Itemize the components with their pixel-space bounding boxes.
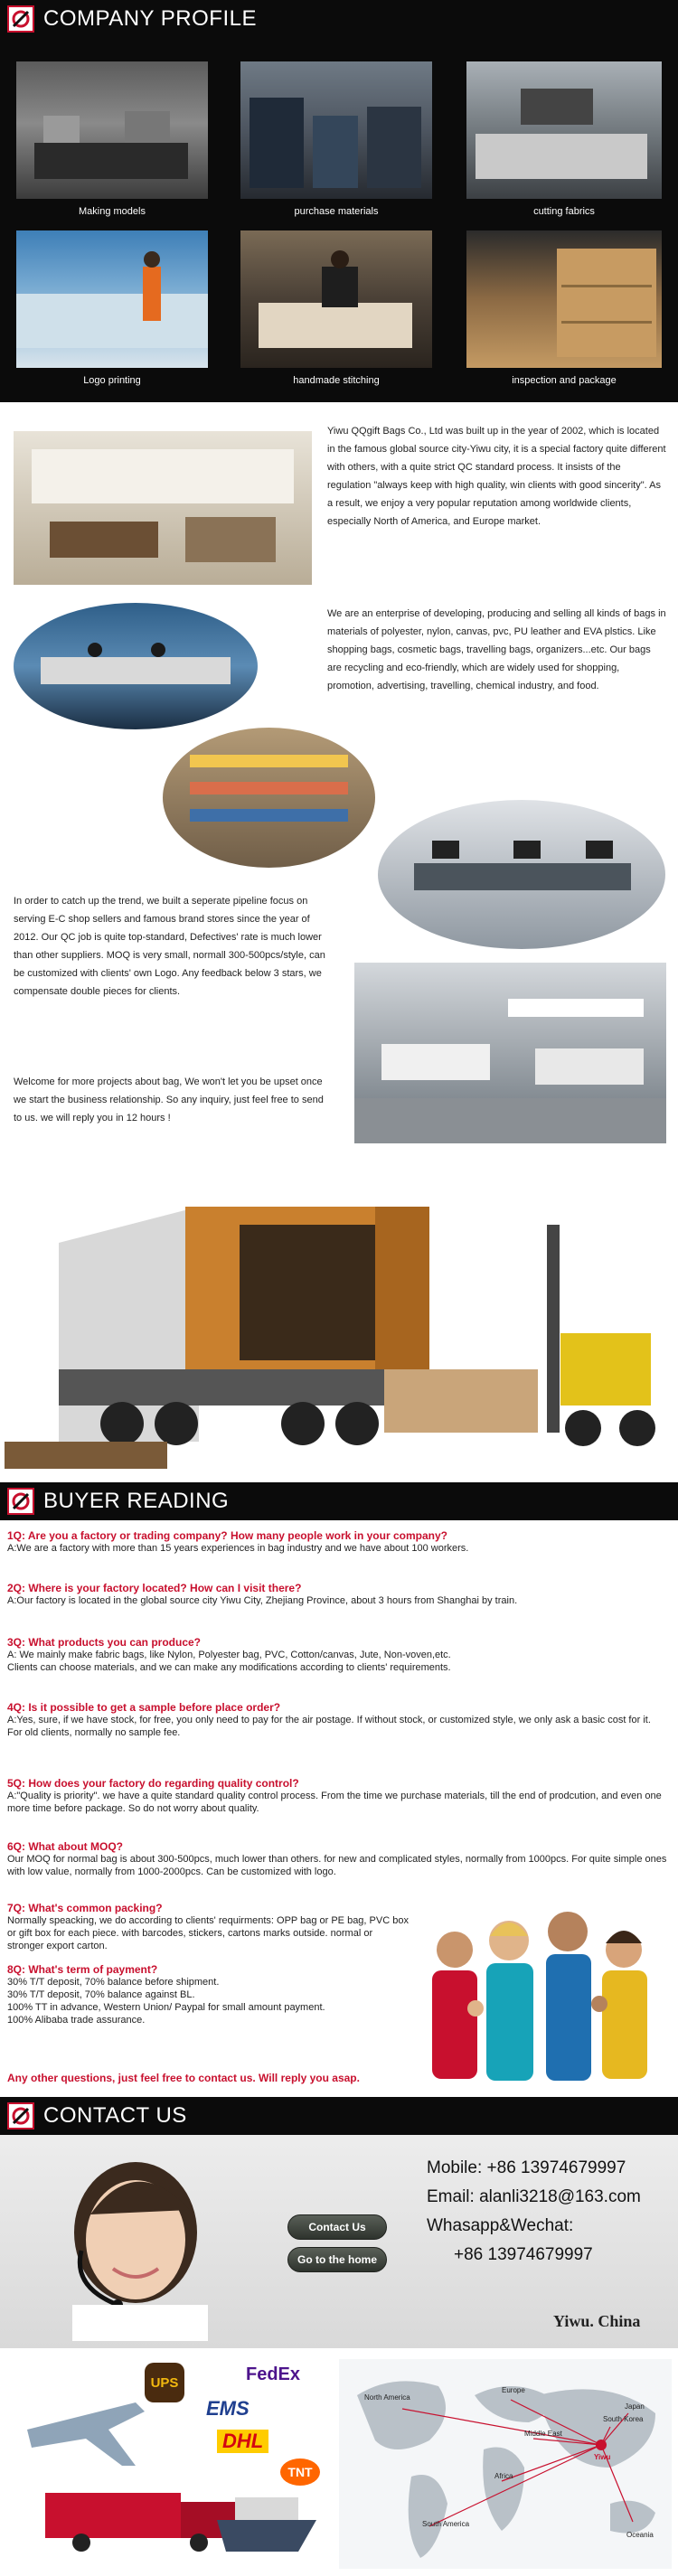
- section-title: CONTACT US: [43, 2103, 187, 2128]
- faq-question: 4Q: Is it possible to get a sample before place order?: [7, 1701, 281, 1714]
- company-profile-header: [0, 0, 678, 38]
- mobile-number: Mobile: +86 13974679997: [427, 2158, 626, 2177]
- faq-item-7: [7, 1902, 410, 1952]
- brand-logo-icon: [7, 5, 34, 33]
- about-section: [0, 402, 678, 1482]
- region-south-america: South America: [422, 2520, 470, 2528]
- section-title: COMPANY PROFILE: [43, 6, 257, 31]
- faq-closing: Any other questions, just feel free to contact us. Will reply you asap.: [7, 2072, 360, 2084]
- photo-office-oval: [378, 800, 665, 949]
- photo-making-models: [16, 61, 208, 199]
- contact-section: [0, 2097, 678, 2348]
- faq-item-5: [7, 1777, 672, 1815]
- caption-cutting-fabrics: cutting fabrics: [533, 206, 595, 217]
- photo-office-floor: [354, 963, 666, 1143]
- faq-answer: 30% T/T deposit, 70% balance before shipment. 30% T/T deposit, 70% balance against BL. 100% TT in advance, Western Union/ Paypal for small amount payment. 100% Alibaba trade assurance.: [7, 1977, 325, 2026]
- brand-logo-icon: [7, 1488, 34, 1515]
- caption-making-models: Making models: [79, 206, 146, 217]
- company-profile-section: [0, 0, 678, 402]
- photo-showroom: [14, 431, 312, 585]
- faq-answer: Normally speacking, we do according to clients' requirments: OPP bag or PE bag, PVC box or gift box for each piece. with barcodes, stickers, cartons marks outside. normal or stronger export carton.: [7, 1915, 409, 1951]
- photo-warehouse-oval: [163, 728, 375, 868]
- region-oceania: Oceania: [626, 2531, 654, 2539]
- photo-inspection-package: [466, 230, 662, 368]
- contact-us-button[interactable]: Contact Us: [287, 2214, 387, 2240]
- faq-question: 2Q: Where is your factory located? How can I visit there?: [7, 1582, 302, 1594]
- faq-answer: Our MOQ for normal bag is about 300-500pcs, much lower than others. for new and complicated styles, normally from 1000pcs. For quite simple ones with low value, normally from 1000-2000pcs. Can be customized with logo.: [7, 1854, 667, 1877]
- faq-item-6: [7, 1840, 672, 1878]
- whatsapp-label: Whasapp&Wechat:: [427, 2216, 574, 2235]
- faq-answer: A:"Quality is priority". we have a quite standard quality control process. From the time we purchase materials, till the end of prodcution, and even one more time before package. So do not worry about quality.: [7, 1791, 662, 1814]
- region-europe: Europe: [502, 2386, 525, 2394]
- logistics-section: [0, 2348, 678, 2576]
- faq-item-8: [7, 1963, 410, 2026]
- faq-question: 8Q: What's term of payment?: [7, 1963, 158, 1976]
- faq-answer: A:Our factory is located in the global source city Yiwu City, Zhejiang Province, about 3 hours from Shanghai by train.: [7, 1595, 518, 1606]
- buyer-reading-header: [0, 1482, 678, 1520]
- faq-answer: A:Yes, sure, if we have stock, for free, you only need to pay for the air postage. If without stock, or customized style, we only ask a basic cost for it. For old clients, normally no sample fee.: [7, 1715, 651, 1738]
- photo-logo-printing: [16, 230, 208, 368]
- brand-logo-icon: [7, 2102, 34, 2129]
- region-north-america: North America: [364, 2393, 410, 2402]
- section-title: BUYER READING: [43, 1489, 230, 1513]
- photo-handmade-stitching: [240, 230, 432, 368]
- region-middle-east: Middle East: [524, 2430, 562, 2438]
- faq-answer: A: We mainly make fabric bags, like Nylon, Polyester bag, PVC, Cotton/canvas, Jute, Non-voven,etc. Clients can choose materials, and we can make any modifications according to clients' requirements.: [7, 1650, 451, 1673]
- faq-question: 1Q: Are you a factory or trading company? How many people work in your company?: [7, 1529, 447, 1542]
- about-welcome-text: Welcome for more projects about bag, We won't let you be upset once we start the business relationship. So any inquiry, just feel free to send to us. we will reply you in 12 hours !: [14, 1076, 324, 1123]
- caption-handmade-stitching: handmade stitching: [293, 375, 380, 386]
- carrier-logos: [9, 2357, 325, 2570]
- photo-truck-forklift: [5, 1170, 673, 1473]
- about-intro-text: Yiwu QQgift Bags Co., Ltd was built up in the year of 2002, which is located in the famous global source city-Yiwu city, it is a special factory quite different with others, with a quite strict QC standard process. It insists of the regulation "always keep with high quality, win clients with good sincerity". As a result, we enjoy a very popular reputation among worldwide clients, especially North of America, and Europe market.: [327, 426, 666, 527]
- caption-inspection-package: inspection and package: [512, 375, 617, 386]
- faq-question: 7Q: What's common packing?: [7, 1902, 163, 1914]
- caption-purchase-materials: purchase materials: [294, 206, 379, 217]
- region-japan: Japan: [625, 2402, 645, 2411]
- faq-question: 5Q: How does your factory do regarding quality control?: [7, 1777, 299, 1790]
- region-africa: Africa: [494, 2472, 513, 2480]
- team-photo: [414, 1900, 672, 2094]
- faq-item-3: [7, 1636, 672, 1674]
- world-map: [339, 2359, 672, 2569]
- whatsapp-number: +86 13974679997: [454, 2245, 593, 2264]
- photo-workshop-oval: [14, 603, 258, 729]
- carrier-ups-logo: UPS: [145, 2363, 184, 2402]
- faq-question: 3Q: What products you can produce?: [7, 1636, 202, 1649]
- location-text: Yiwu. China: [553, 2312, 641, 2330]
- caption-logo-printing: Logo printing: [83, 375, 141, 386]
- support-agent-photo: [36, 2151, 244, 2341]
- faq-item-2: [7, 1582, 672, 1607]
- buyer-reading-section: [0, 1482, 678, 2097]
- carrier-dhl-logo: DHL: [217, 2430, 268, 2453]
- region-yiwu: Yiwu: [594, 2453, 611, 2461]
- go-home-button[interactable]: Go to the home: [287, 2247, 387, 2272]
- faq-item-4: [7, 1701, 672, 1739]
- contact-header: [0, 2097, 678, 2135]
- about-trend-text: In order to catch up the trend, we built a seperate pipeline focus on serving E-C shop sellers and famous brand stores since the year of 2012. Our QC job is quite top-standard, Defectives' rate is much lower than other suppliers. MOQ is very small, normall 300-500pcs/style, can be customized with clients' own Logo. Any feedback below 3 stars, we compensate double pieces for clients.: [14, 896, 325, 997]
- faq-question: 6Q: What about MOQ?: [7, 1840, 123, 1853]
- faq-answer: A:We are a factory with more than 15 years experiences in bag industry and we have about 100 workers.: [7, 1543, 469, 1554]
- region-south-korea: South Korea: [603, 2415, 644, 2423]
- photo-cutting-fabrics: [466, 61, 662, 199]
- about-products-text: We are an enterprise of developing, producing and selling all kinds of bags in materials of polyester, nylon, canvas, pvc, PU leather and EVA plstics. Like shopping bags, cosmetic bags, travelling bags, organizers...etc. Our bags are recycling and eco-friendly, which are widely used for shopping, promotion, advertising, travelling, chemical industry, and food.: [327, 608, 666, 691]
- faq-item-1: [7, 1529, 672, 1555]
- carrier-tnt-logo: TNT: [280, 2458, 320, 2486]
- carrier-fedex-logo: FedEx: [246, 2364, 301, 2384]
- email-address: Email: alanli3218@163.com: [427, 2187, 641, 2206]
- carrier-ems-logo: EMS: [206, 2397, 250, 2420]
- photo-purchase-materials: [240, 61, 432, 199]
